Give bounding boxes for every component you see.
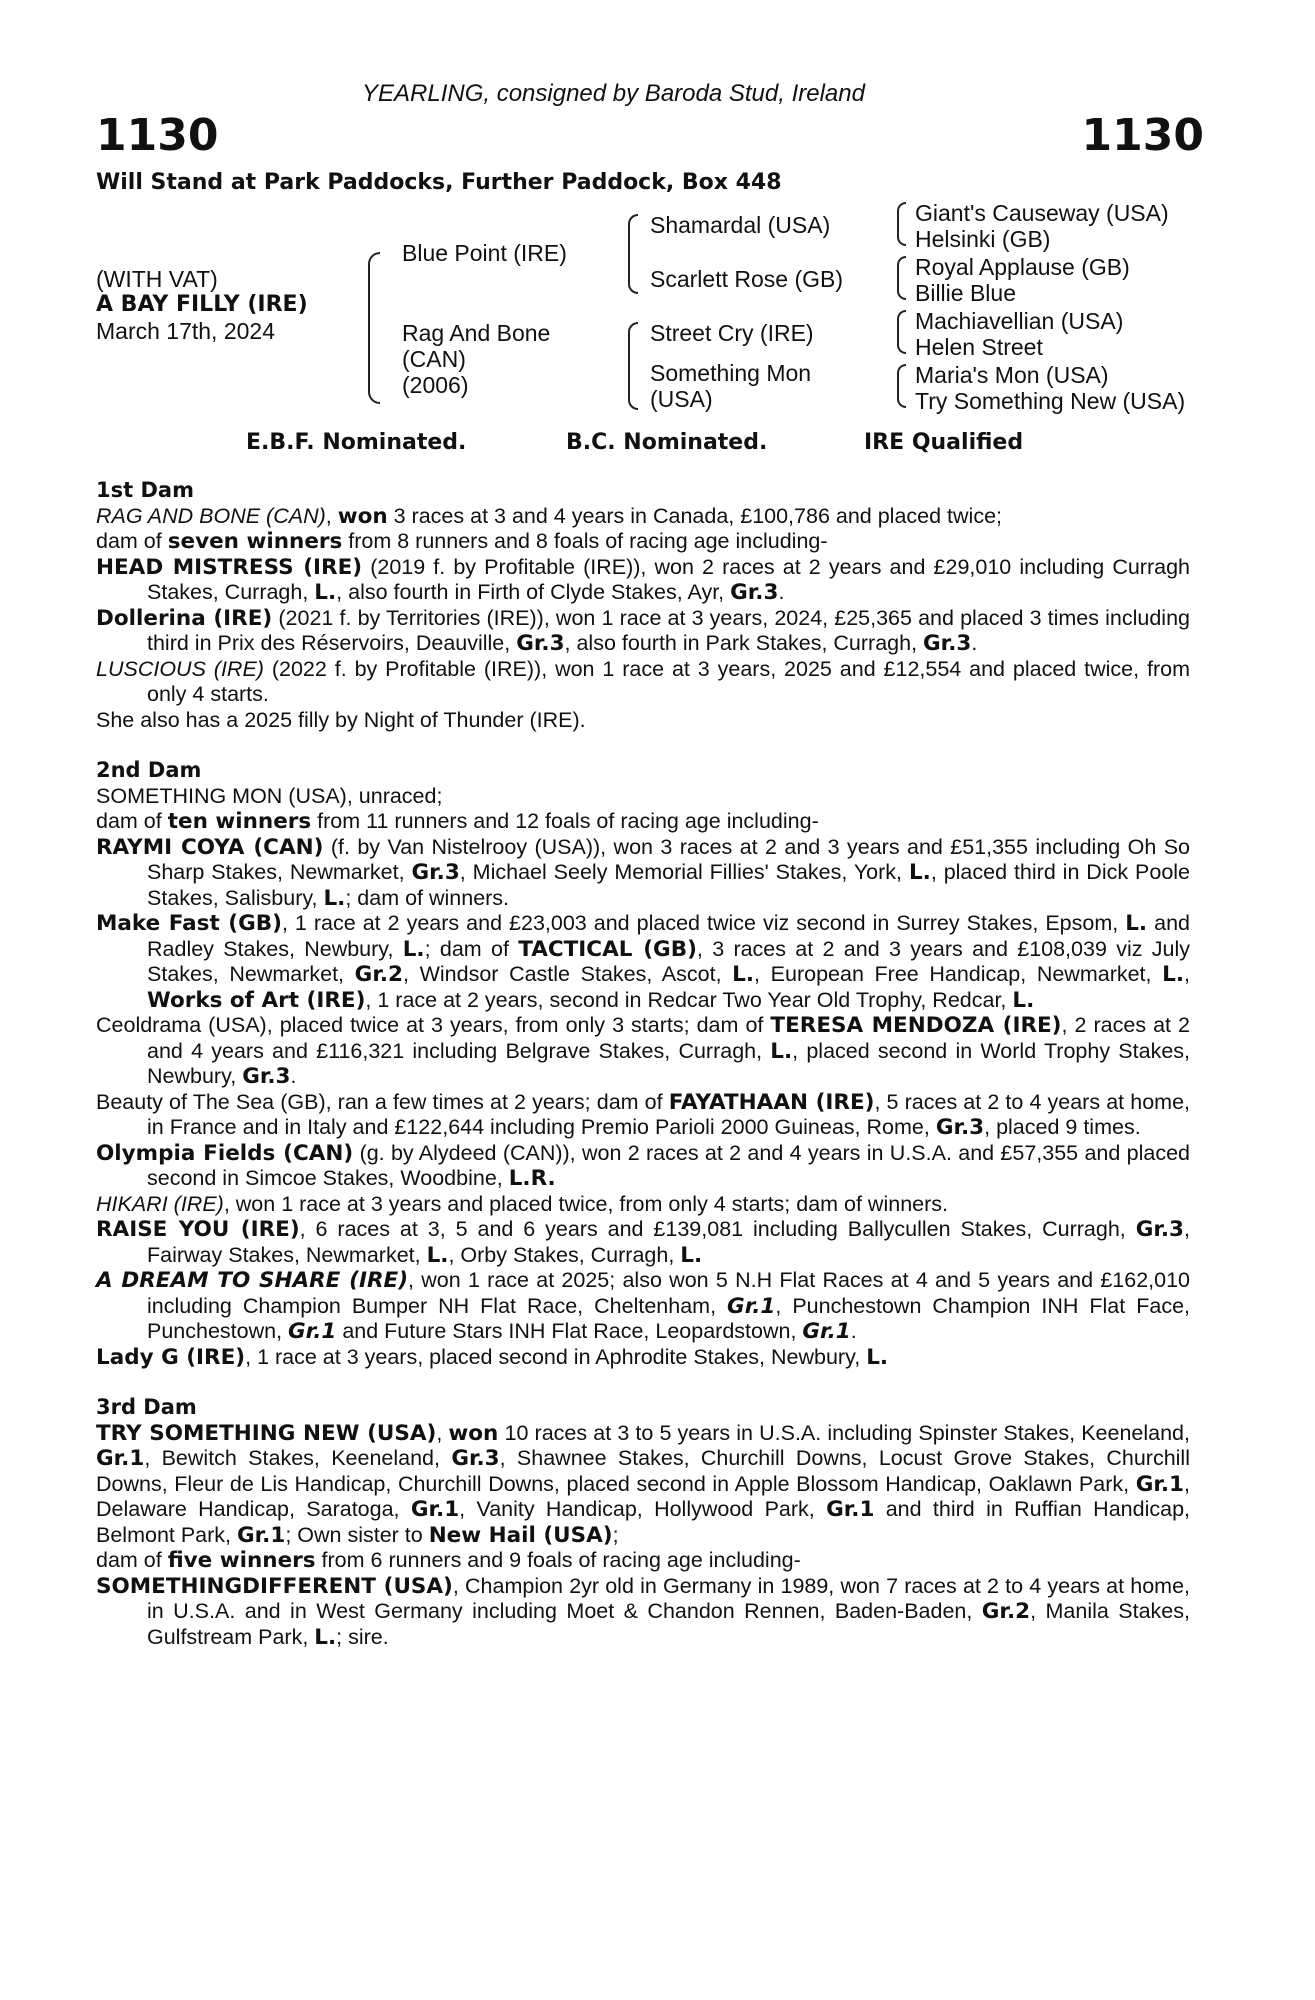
second-dam-produce-summary: dam of ten winners from 11 runners and 12 foals of racing age including- (96, 809, 819, 834)
pedigree-brace (897, 256, 906, 280)
produce-entry: Beauty of The Sea (GB), ran a few times at 2 years; dam of FAYATHAAN (IRE), 5 races at 2 to 4 years at home, in France and in Italy and £122,644 including Premio Parioli 2000 Guineas, Rome, Gr.3, placed 9 times. (96, 1089, 1191, 1140)
bc-nomination: B.C. Nominated. (566, 430, 768, 455)
pedigree-brace (368, 252, 380, 332)
pedigree-brace (628, 358, 638, 410)
third-dam-produce-summary: dam of five winners from 6 runners and 9 foals of racing age including- (96, 1548, 801, 1573)
pedigree-brace (897, 386, 906, 408)
dam-sire-dam: Helen Street (915, 334, 1043, 360)
sire-dam: Scarlett Rose (GB) (650, 266, 843, 292)
produce-entry: SOMETHINGDIFFERENT (USA), Champion 2yr old in Germany in 1989, won 7 races at 2 to 4 years at home, in U.S.A. and in West Germany including Moet & Chandon Rennen, Baden-Baden, Gr.2, Manila Stakes, Gulfstream Park, L.; sire. (96, 1573, 1190, 1650)
consignment-line: YEARLING, consigned by Baroda Stud, Ireland (362, 80, 865, 107)
lot-number-left: 1130 (96, 110, 219, 161)
dam-line-3: (2006) (402, 372, 469, 398)
lot-number-right: 1130 (1081, 110, 1204, 161)
catalogue-body (96, 478, 1190, 1650)
produce-entry: A DREAM TO SHARE (IRE), won 1 race at 2025; also won 5 N.H Flat Races at 4 and 5 years and £162,010 including Champion Bumper NH Flat Race, Cheltenham, Gr.1, Punchestown Champion INH Flat Face, Punchestown, Gr.1 and Future Stars INH Flat Race, Leopardstown, Gr.1. (96, 1268, 1191, 1344)
produce-entry: HEAD MISTRESS (IRE) (2019 f. by Profitable (IRE)), won 2 races at 2 years and £29,010 including Curragh Stakes, Curragh, L., also fourth in Firth of Clyde Stakes, Ayr, Gr.3. (96, 554, 1190, 605)
dam-dam-line-2: (USA) (650, 386, 713, 412)
sire-sire-sire: Giant's Causeway (USA) (915, 200, 1169, 226)
sire: Blue Point (IRE) (402, 240, 567, 266)
sire-dam-sire: Royal Applause (GB) (915, 254, 1130, 280)
dam-dam-sire: Maria's Mon (USA) (915, 362, 1109, 388)
produce-entry: Lady G (IRE), 1 race at 3 years, placed second in Aphrodite Stakes, Newbury, L. (96, 1344, 889, 1370)
pedigree-brace (897, 224, 906, 246)
pedigree-brace (368, 330, 380, 404)
foaling-date: March 17th, 2024 (96, 318, 276, 344)
dam-dam-line-1: Something Mon (650, 360, 812, 386)
produce-entry: Ceoldrama (USA), placed twice at 3 years, from only 3 starts; dam of TERESA MENDOZA (IRE), 2 races at 2 and 4 years and £116,321 including Belgrave Stakes, Curragh, L., placed second in World Trophy Stakes, Newbury, Gr.3. (96, 1013, 1190, 1089)
first-dam-produce-summary: dam of seven winners from 8 runners and 8 foals of racing age including- (96, 529, 828, 554)
dam-name: RAG AND BONE (CAN) (96, 503, 326, 528)
produce-entry: HIKARI (IRE), won 1 race at 3 years and placed twice, from only 4 starts; dam of winners. (96, 1191, 948, 1216)
third-dam-heading: 3rd Dam (96, 1395, 197, 1419)
produce-entry: LUSCIOUS (IRE) (2022 f. by Profitable (IRE)), won 1 race at 3 years, 2025 and £12,554 and placed twice, from only 4 starts. (96, 656, 1190, 706)
sire-sire-dam: Helsinki (GB) (915, 226, 1051, 252)
first-dam-note: She also has a 2025 filly by Night of Thunder (IRE). (96, 707, 586, 732)
second-dam-heading: 2nd Dam (96, 758, 202, 782)
pedigree-brace (628, 214, 638, 256)
ebf-nomination: E.B.F. Nominated. (246, 430, 467, 455)
pedigree-brace (628, 322, 638, 360)
dam-line-1: Rag And Bone (402, 320, 551, 346)
pedigree-brace (897, 310, 906, 334)
pedigree-brace (897, 202, 906, 226)
dam-sire-sire: Machiavellian (USA) (915, 308, 1124, 334)
first-dam-heading: 1st Dam (96, 478, 194, 502)
vat-note: (WITH VAT) (96, 266, 218, 292)
horse-name: A BAY FILLY (IRE) (96, 292, 308, 317)
first-dam-record: RAG AND BONE (CAN), won 3 races at 3 and 4 years in Canada, £100,786 and placed twice; (96, 503, 1003, 529)
dam-line-2: (CAN) (402, 346, 466, 372)
dam-sire: Street Cry (IRE) (650, 320, 814, 346)
produce-entry: RAYMI COYA (CAN) (f. by Van Nistelrooy (USA)), won 3 races at 2 and 3 years and £51,355 including Oh So Sharp Stakes, Newmarket, Gr.3, Michael Seely Memorial Fillies' Stakes, York, L., placed third in Dick Poole Stakes, Salisbury, L.; dam of winners. (96, 834, 1191, 911)
pedigree-brace (897, 278, 906, 300)
pedigree-brace (897, 332, 906, 354)
dam-dam-dam: Try Something New (USA) (915, 388, 1186, 414)
pedigree-brace (897, 364, 906, 388)
sire-dam-dam: Billie Blue (915, 280, 1016, 306)
third-dam-record: TRY SOMETHING NEW (USA), won 10 races at 3 to 5 years in U.S.A. including Spinster Stakes, Keeneland, Gr.1, Bewitch Stakes, Keeneland, Gr.3, Shawnee Stakes, Churchill Downs, Locust Grove Stakes, Churchill Downs, Fleur de Lis Handicap, Churchill Downs, placed second in Apple Blossom Handicap, Oaklawn Park, Gr.1, Delaware Handicap, Saratoga, Gr.1, Vanity Handicap, Hollywood Park, Gr.1 and third in Ruffian Handicap, Belmont Park, Gr.1; Own sister to New Hail (USA); (96, 1420, 1190, 1548)
sire-sire: Shamardal (USA) (650, 212, 831, 238)
produce-entry: Olympia Fields (CAN) (g. by Alydeed (CAN)), won 2 races at 2 and 4 years in U.S.A. and £57,355 and placed second in Simcoe Stakes, Woodbine, L.R. (96, 1140, 1190, 1191)
produce-entry: Make Fast (GB), 1 race at 2 years and £23,003 and placed twice viz second in Surrey Stakes, Epsom, L. and Radley Stakes, Newbury, L.; dam of TACTICAL (GB), 3 races at 2 and 3 years and £108,039 viz July Stakes, Newmarket, Gr.2, Windsor Castle Stakes, Ascot, L., European Free Handicap, Newmarket, L., Works of Art (IRE), 1 race at 2 years, second in Redcar Two Year Old Trophy, Redcar, L. (96, 911, 1191, 1013)
pedigree-brace (628, 254, 638, 294)
produce-entry: Dollerina (IRE) (2021 f. by Territories (IRE)), won 1 race at 3 years, 2024, £25,365 and placed 3 times including third in Prix des Réservoirs, Deauville, Gr.3, also fourth in Park Stakes, Curragh, Gr.3. (96, 605, 1191, 656)
second-dam-record: SOMETHING MON (USA), unraced; (96, 783, 443, 808)
stand-location: Will Stand at Park Paddocks, Further Paddock, Box 448 (96, 170, 782, 195)
ire-qualification: IRE Qualified (864, 430, 1024, 455)
produce-entry: RAISE YOU (IRE), 6 races at 3, 5 and 6 years and £139,081 including Ballycullen Stakes, Curragh, Gr.3, Fairway Stakes, Newmarket, L., Orby Stakes, Curragh, L. (96, 1217, 1190, 1268)
